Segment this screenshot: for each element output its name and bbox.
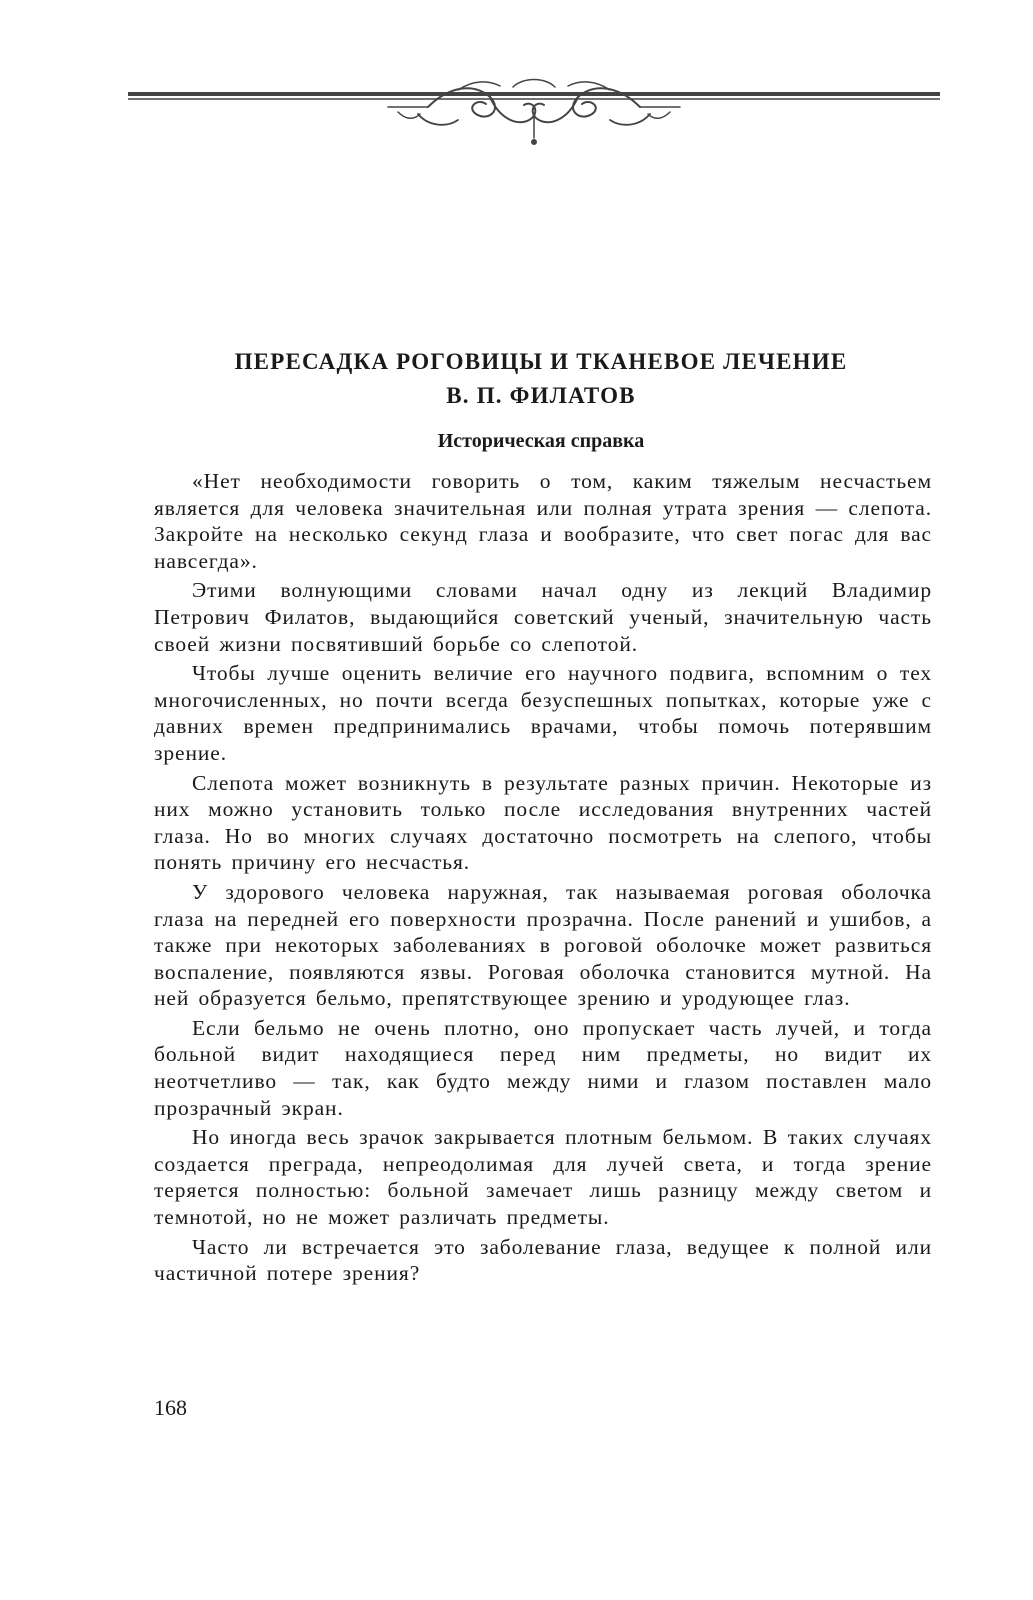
paragraph: Если бельмо не очень плотно, оно пропускает часть лучей, и тогда больной видит находящиеся перед ним предметы, но видит их неотчетливо — так, как будто между ними и глазом поставлен мало прозрачный экран. (154, 1015, 932, 1120)
paragraph: Часто ли встречается это заболевание глаза, ведущее к полной или частичной потере зрения? (154, 1234, 932, 1286)
body-text (154, 468, 932, 1290)
chapter-subtitle: Историческая справка (437, 430, 645, 452)
paragraph: Чтобы лучше оценить величие его научного подвига, вспомним о тех многочисленных, но почти всегда безуспешных попытках, которые уже с давних времен предпринимались врачами, чтобы помочь потерявшим зрение. (154, 661, 932, 765)
paragraph: Этими волнующими словами начал одну из лекций Владимир Петрович Филатов, выдающийся советский ученый, значительную часть своей жизни посвятивший борьбе со слепотой. (154, 578, 932, 656)
paragraph: «Нет необходимости говорить о том, каким тяжелым несчастьем является для человека значительная или полная утрата зрения — слепота. Закройте на несколько секунд глаза и вообразите, что свет погас для вас навсегда». (154, 469, 932, 573)
paragraph: У здорового человека наружная, так называемая роговая оболочка глаза на передней его поверхности прозрачна. После ранений и ушибов, а также при некоторых заболеваниях в роговой оболочке может развиться воспаление, появляются язвы. Роговая оболочка становится мутной. На ней образуется бельмо, препятствующее зрению и уродующее глаз. (154, 879, 932, 1011)
paragraph: Слепота может возникнуть в результате разных причин. Некоторые из них можно установить только после исследования внутренних частей глаза. Но во многих случаях достаточно посмотреть на слепого, чтобы понять причину его несчастья. (154, 770, 932, 875)
paragraph: Но иногда весь зрачок закрывается плотным бельмом. В таких случаях создается преграда, непреодолимая для лучей света, и тогда зрение теряется полностью: больной замечает лишь разницу между светом и темнотой, но не может различать предметы. (154, 1125, 932, 1230)
chapter-title: ПЕРЕСАДКА РОГОВИЦЫ И ТКАНЕВОЕ ЛЕЧЕНИЕ (234, 349, 848, 374)
chapter-author: В. П. ФИЛАТОВ (446, 383, 636, 408)
page-number: 168 (154, 1395, 187, 1420)
ornament-divider-icon (128, 72, 940, 152)
